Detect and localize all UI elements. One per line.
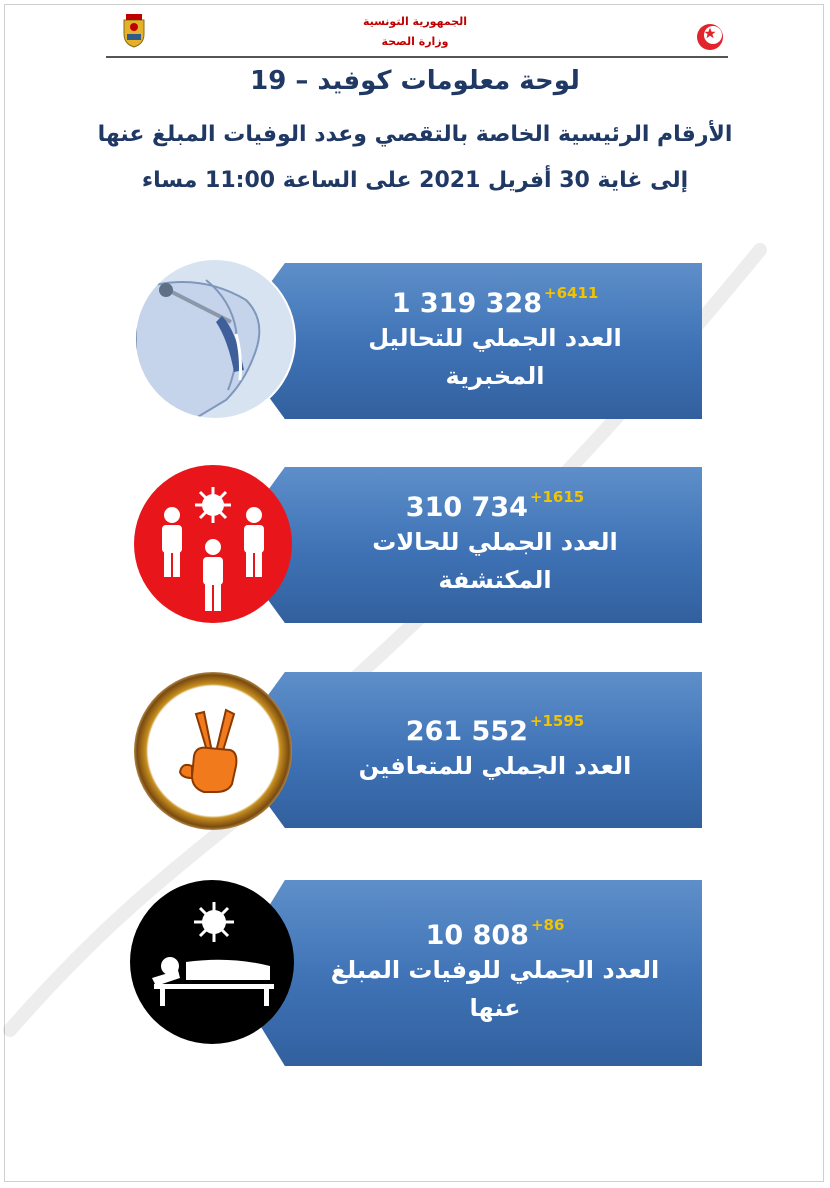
lab-swab-test-icon xyxy=(134,258,296,420)
stat-card-deaths xyxy=(228,880,702,1066)
stat-delta: +86 xyxy=(530,915,565,934)
people-virus-icon xyxy=(134,465,292,623)
patient-bed-virus-icon xyxy=(130,880,294,1044)
dashboard-title: لوحة معلومات كوفيد – 19 xyxy=(250,66,580,96)
stat-card-lab-tests xyxy=(228,263,702,419)
stat-label: العدد الجملي للوفيات المبلغ xyxy=(330,955,660,984)
stat-label: العدد الجملي للتحاليل xyxy=(368,323,622,352)
crescent-logo-icon xyxy=(695,22,725,52)
tunisia-emblem-icon xyxy=(120,12,148,48)
stat-delta: +1595 xyxy=(529,711,585,730)
stat-card-recovered xyxy=(228,672,702,828)
subtitle-line-2: إلى غاية 30 أفريل 2021 على الساعة 11:00 مساء xyxy=(141,168,689,193)
republic-name: الجمهورية التونسية xyxy=(362,15,468,28)
stat-delta: +6411 xyxy=(544,283,599,302)
stat-value: 310 734 xyxy=(405,491,528,523)
stat-label-cont: المكتشفة xyxy=(438,565,552,594)
stat-label: العدد الجملي للمتعافين xyxy=(358,751,632,780)
victory-hand-icon xyxy=(134,672,292,830)
subtitle-line-1: الأرقام الرئيسية الخاصة بالتقصي وعدد الوفيات المبلغ عنها xyxy=(97,122,733,147)
stat-label-cont: عنها xyxy=(469,993,521,1022)
ministry-header xyxy=(330,12,500,52)
stat-card-detected-cases xyxy=(228,467,702,623)
stat-label: العدد الجملي للحالات xyxy=(372,527,618,556)
stat-delta: +1615 xyxy=(529,487,585,506)
stat-value: 10 808 xyxy=(425,919,529,951)
stat-label-cont: المخبرية xyxy=(445,361,545,390)
stat-value: 261 552 xyxy=(405,715,528,747)
ministry-name: وزارة الصحة xyxy=(381,35,449,48)
stat-value: 1 319 328 xyxy=(391,287,542,319)
header-divider xyxy=(106,56,728,58)
